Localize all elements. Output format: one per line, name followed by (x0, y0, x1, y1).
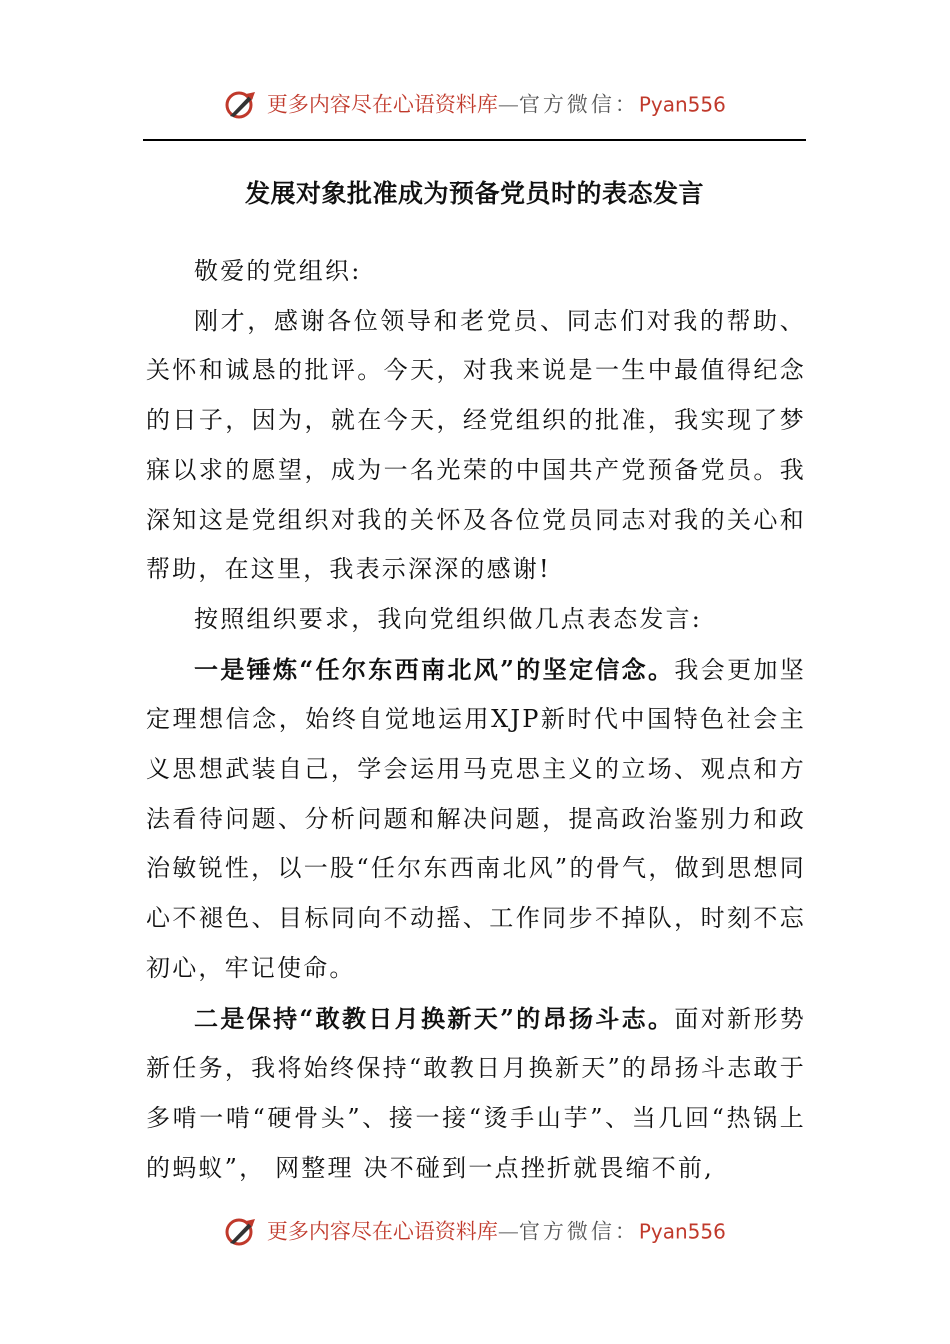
banner-official-label: 官方微信： (518, 1219, 639, 1244)
banner-dash: — (497, 1219, 519, 1244)
paragraph-point-2 (146, 994, 806, 1194)
banner-text: 更多内容尽在心语资料库 (266, 92, 498, 117)
banner-wechat-id: Pyan556 (638, 1219, 726, 1244)
salutation: 敬爱的党组织: (194, 257, 362, 285)
document-body (146, 247, 806, 1193)
quill-logo-icon (224, 90, 258, 120)
banner-official-label: 官方微信： (518, 92, 639, 117)
banner-text: 更多内容尽在心语资料库 (266, 1219, 498, 1244)
paragraph-point-1 (146, 645, 806, 994)
banner-dash: — (497, 92, 519, 117)
footer-banner (0, 1215, 950, 1247)
banner-wechat-id: Pyan556 (638, 92, 726, 117)
header-rule (143, 139, 806, 141)
paragraph-thanks: 刚才，感谢各位领导和老党员、同志们对我的帮助、关怀和诚恳的批评。今天，对我来说是一生中最值得纪念的日子，因为，就在今天，经党组织的批准，我实现了梦寐以求的愿望，成为一名光荣的中国共产党预备党员。我深知这是党组织对我的关怀及各位党员同志对我的关心和帮助，在这里，我表示深深的感谢! (146, 306, 806, 584)
document-title: 发展对象批准成为预备党员时的表态发言 (244, 179, 704, 208)
point-2-body: 面对新形势新任务，我将始终保持“敢教日月换新天”的昂扬斗志敢于多啃一啃“硬骨头”、接一接“烫手山芋”、当几回“热锅上的蚂蚁”， 网整理 决不碰到一点挫折就畏缩不前, (146, 1004, 806, 1182)
paragraph-intro: 按照组织要求，我向党组织做几点表态发言: (194, 604, 703, 633)
point-2-heading: 二是保持“敢教日月换新天”的昂扬斗志。 (194, 1003, 675, 1033)
point-1-heading: 一是锤炼“任尔东西南北风”的坚定信念。 (194, 654, 675, 684)
point-1-body: 我会更加坚定理想信念，始终自觉地运用XJP新时代中国特色社会主义思想武装自己，学会运用马克思主义的立场、观点和方法看待问题、分析问题和解决问题，提高政治鉴别力和政治敏锐性，以一股“任尔东西南北风”的骨气，做到思想同心不褪色、目标同向不动摇、工作同步不掉队，时刻不忘初心，牢记使命。 (146, 655, 806, 982)
quill-logo-icon (224, 1217, 258, 1247)
header-banner (0, 88, 950, 120)
